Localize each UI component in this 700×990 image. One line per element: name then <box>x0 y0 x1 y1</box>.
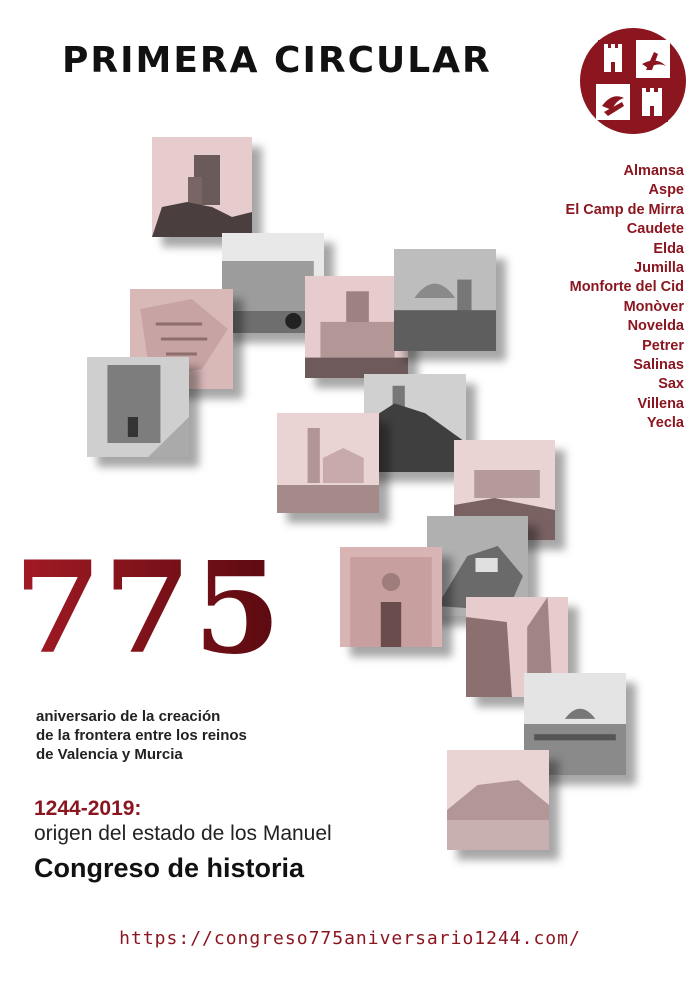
town-item: Almansa <box>623 163 684 179</box>
town-item: Yecla <box>646 415 684 432</box>
anniversary-line-3: de Valencia y Murcia <box>36 746 183 763</box>
coat-of-arms-icon <box>578 26 688 136</box>
town-item: Monòver <box>623 298 684 315</box>
photo-castle-tower <box>152 137 252 237</box>
photo-church-dome <box>394 249 496 351</box>
town-item: Aspe <box>648 182 684 199</box>
town-item: Elda <box>653 240 684 257</box>
anniversary-line-2: de la frontera entre los reinos <box>36 727 247 744</box>
anniversary-line-1: aniversario de la creación <box>36 708 221 725</box>
photo-church-facade <box>340 547 442 647</box>
photo-tower-stairs <box>87 357 189 457</box>
congress-title: Congreso de historia <box>34 853 305 883</box>
town-item: Caudete <box>626 221 684 238</box>
town-item: Salinas <box>633 357 684 374</box>
photo-fortress <box>305 276 408 378</box>
website-link[interactable]: https://congreso775aniversario1244.com/ <box>119 928 581 949</box>
town-item: Jumilla <box>634 260 684 277</box>
origin-text: origen del estado de los Manuel <box>34 822 332 845</box>
town-item: Novelda <box>627 318 684 335</box>
town-item: Monforte del Cid <box>569 279 684 296</box>
photo-parish-church <box>277 413 379 513</box>
photo-hilltop-village <box>447 750 549 850</box>
coat-of-arms-logo <box>578 26 688 136</box>
page-title: PRIMERA CIRCULAR <box>62 40 492 81</box>
town-item: Sax <box>658 376 684 393</box>
town-item: Villena <box>637 395 684 412</box>
town-item: Petrer <box>642 337 684 354</box>
anniversary-number: 775 <box>14 534 284 682</box>
anniversary-description <box>36 707 336 764</box>
photo-hill-castle <box>364 374 466 472</box>
town-item: El Camp de Mirra <box>565 201 684 218</box>
town-list <box>566 162 684 434</box>
years-range: 1244-2019: <box>34 797 142 820</box>
